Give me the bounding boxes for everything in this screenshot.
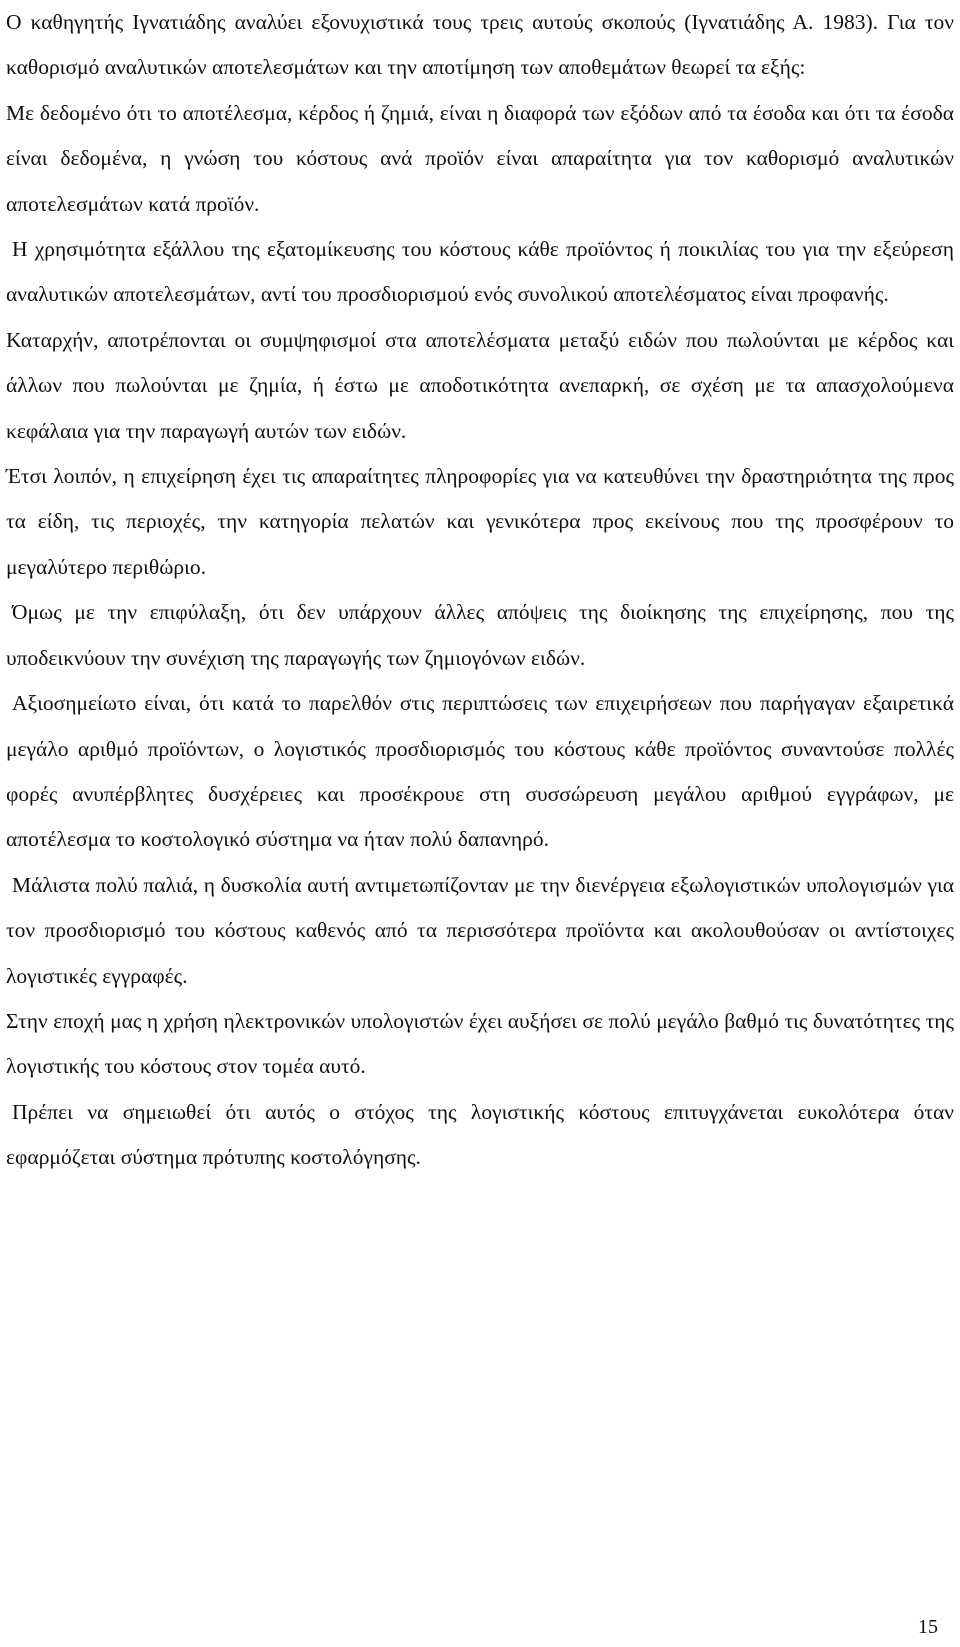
body-text	[6, 0, 954, 1181]
paragraph-9: Στην εποχή μας η χρήση ηλεκτρονικών υπολογιστών έχει αυξήσει σε πολύ μεγάλο βαθμό τις δυνατότητες της λογιστικής του κόστους στον τομέα αυτό.	[6, 1008, 954, 1079]
paragraph-5: Έτσι λοιπόν, η επιχείρηση έχει τις απαραίτητες πληροφορίες για να κατευθύνει την δραστηριότητα της προς τα είδη, τις περιοχές, την κατηγορία πελατών και γενικότερα προς εκείνους που της προσφέρουν το μεγαλύτερο περιθώριο.	[6, 464, 954, 579]
paragraph-7: Αξιοσημείωτο είναι, ότι κατά το παρελθόν στις περιπτώσεις των επιχειρήσεων που παρήγαγαν εξαιρετικά μεγάλο αριθμό προϊόντων, ο λογιστικός προσδιορισμός του κόστους κάθε προϊόντος συναντούσε πολλές φορές ανυπέρβλητες δυσχέρειες και προσέκρουε στη συσσώρευση μεγάλου αριθμού εγγράφων, με αποτέλεσμα το κοστολογικό σύστημα να ήταν πολύ δαπανηρό.	[6, 691, 954, 852]
paragraph-2: Με δεδομένο ότι το αποτέλεσμα, κέρδος ή ζημιά, είναι η διαφορά των εξόδων από τα έσοδα και ότι τα έσοδα είναι δεδομένα, η γνώση του κόστους ανά προϊόν είναι απαραίτητα για τον καθορισμό αναλυτικών αποτελεσμάτων κατά προϊόν.	[6, 100, 954, 216]
paragraph-4: Καταρχήν, αποτρέπονται οι συμψηφισμοί στα αποτελέσματα μεταξύ ειδών που πωλούνται με κέρδος και άλλων που πωλούνται με ζημία, ή έστω με αποδοτικότητα ανεπαρκή, σε σχέση με τα απασχολούμενα κεφάλαια για την παραγωγή αυτών των ειδών.	[6, 327, 954, 443]
paragraph-1: Ο καθηγητής Ιγνατιάδης αναλύει εξονυχιστικά τους τρεις αυτούς σκοπούς (Ιγνατιάδης Α. 1983). Για τον καθορισμό αναλυτικών αποτελεσμάτων και την αποτίμηση των αποθεμάτων θεωρεί τα εξής:	[6, 10, 954, 80]
paragraph-3: Η χρησιμότητα εξάλλου της εξατομίκευσης του κόστους κάθε προϊόντος ή ποικιλίας του για την εξεύρεση αναλυτικών αποτελεσμάτων, αντί του προσδιορισμού ενός συνολικού αποτελέσματος είναι προφανής.	[6, 237, 954, 307]
paragraph-8: Μάλιστα πολύ παλιά, η δυσκολία αυτή αντιμετωπίζονταν με την διενέργεια εξωλογιστικών υπολογισμών για τον προσδιορισμό του κόστους καθενός από τα περισσότερα προϊόντα και ακολουθούσαν οι αντίστοιχες λογιστικές εγγραφές.	[6, 872, 954, 988]
paragraph-10: Πρέπει να σημειωθεί ότι αυτός ο στόχος της λογιστικής κόστους επιτυγχάνεται ευκολότερα όταν εφαρμόζεται σύστημα πρότυπης κοστολόγησης.	[6, 1099, 954, 1170]
paragraph-6: Όμως με την επιφύλαξη, ότι δεν υπάρχουν άλλες απόψεις της διοίκησης της επιχείρησης, που της υποδεικνύουν την συνέχιση της παραγωγής των ζημιογόνων ειδών.	[6, 600, 954, 670]
page-number: 15	[918, 1616, 938, 1638]
